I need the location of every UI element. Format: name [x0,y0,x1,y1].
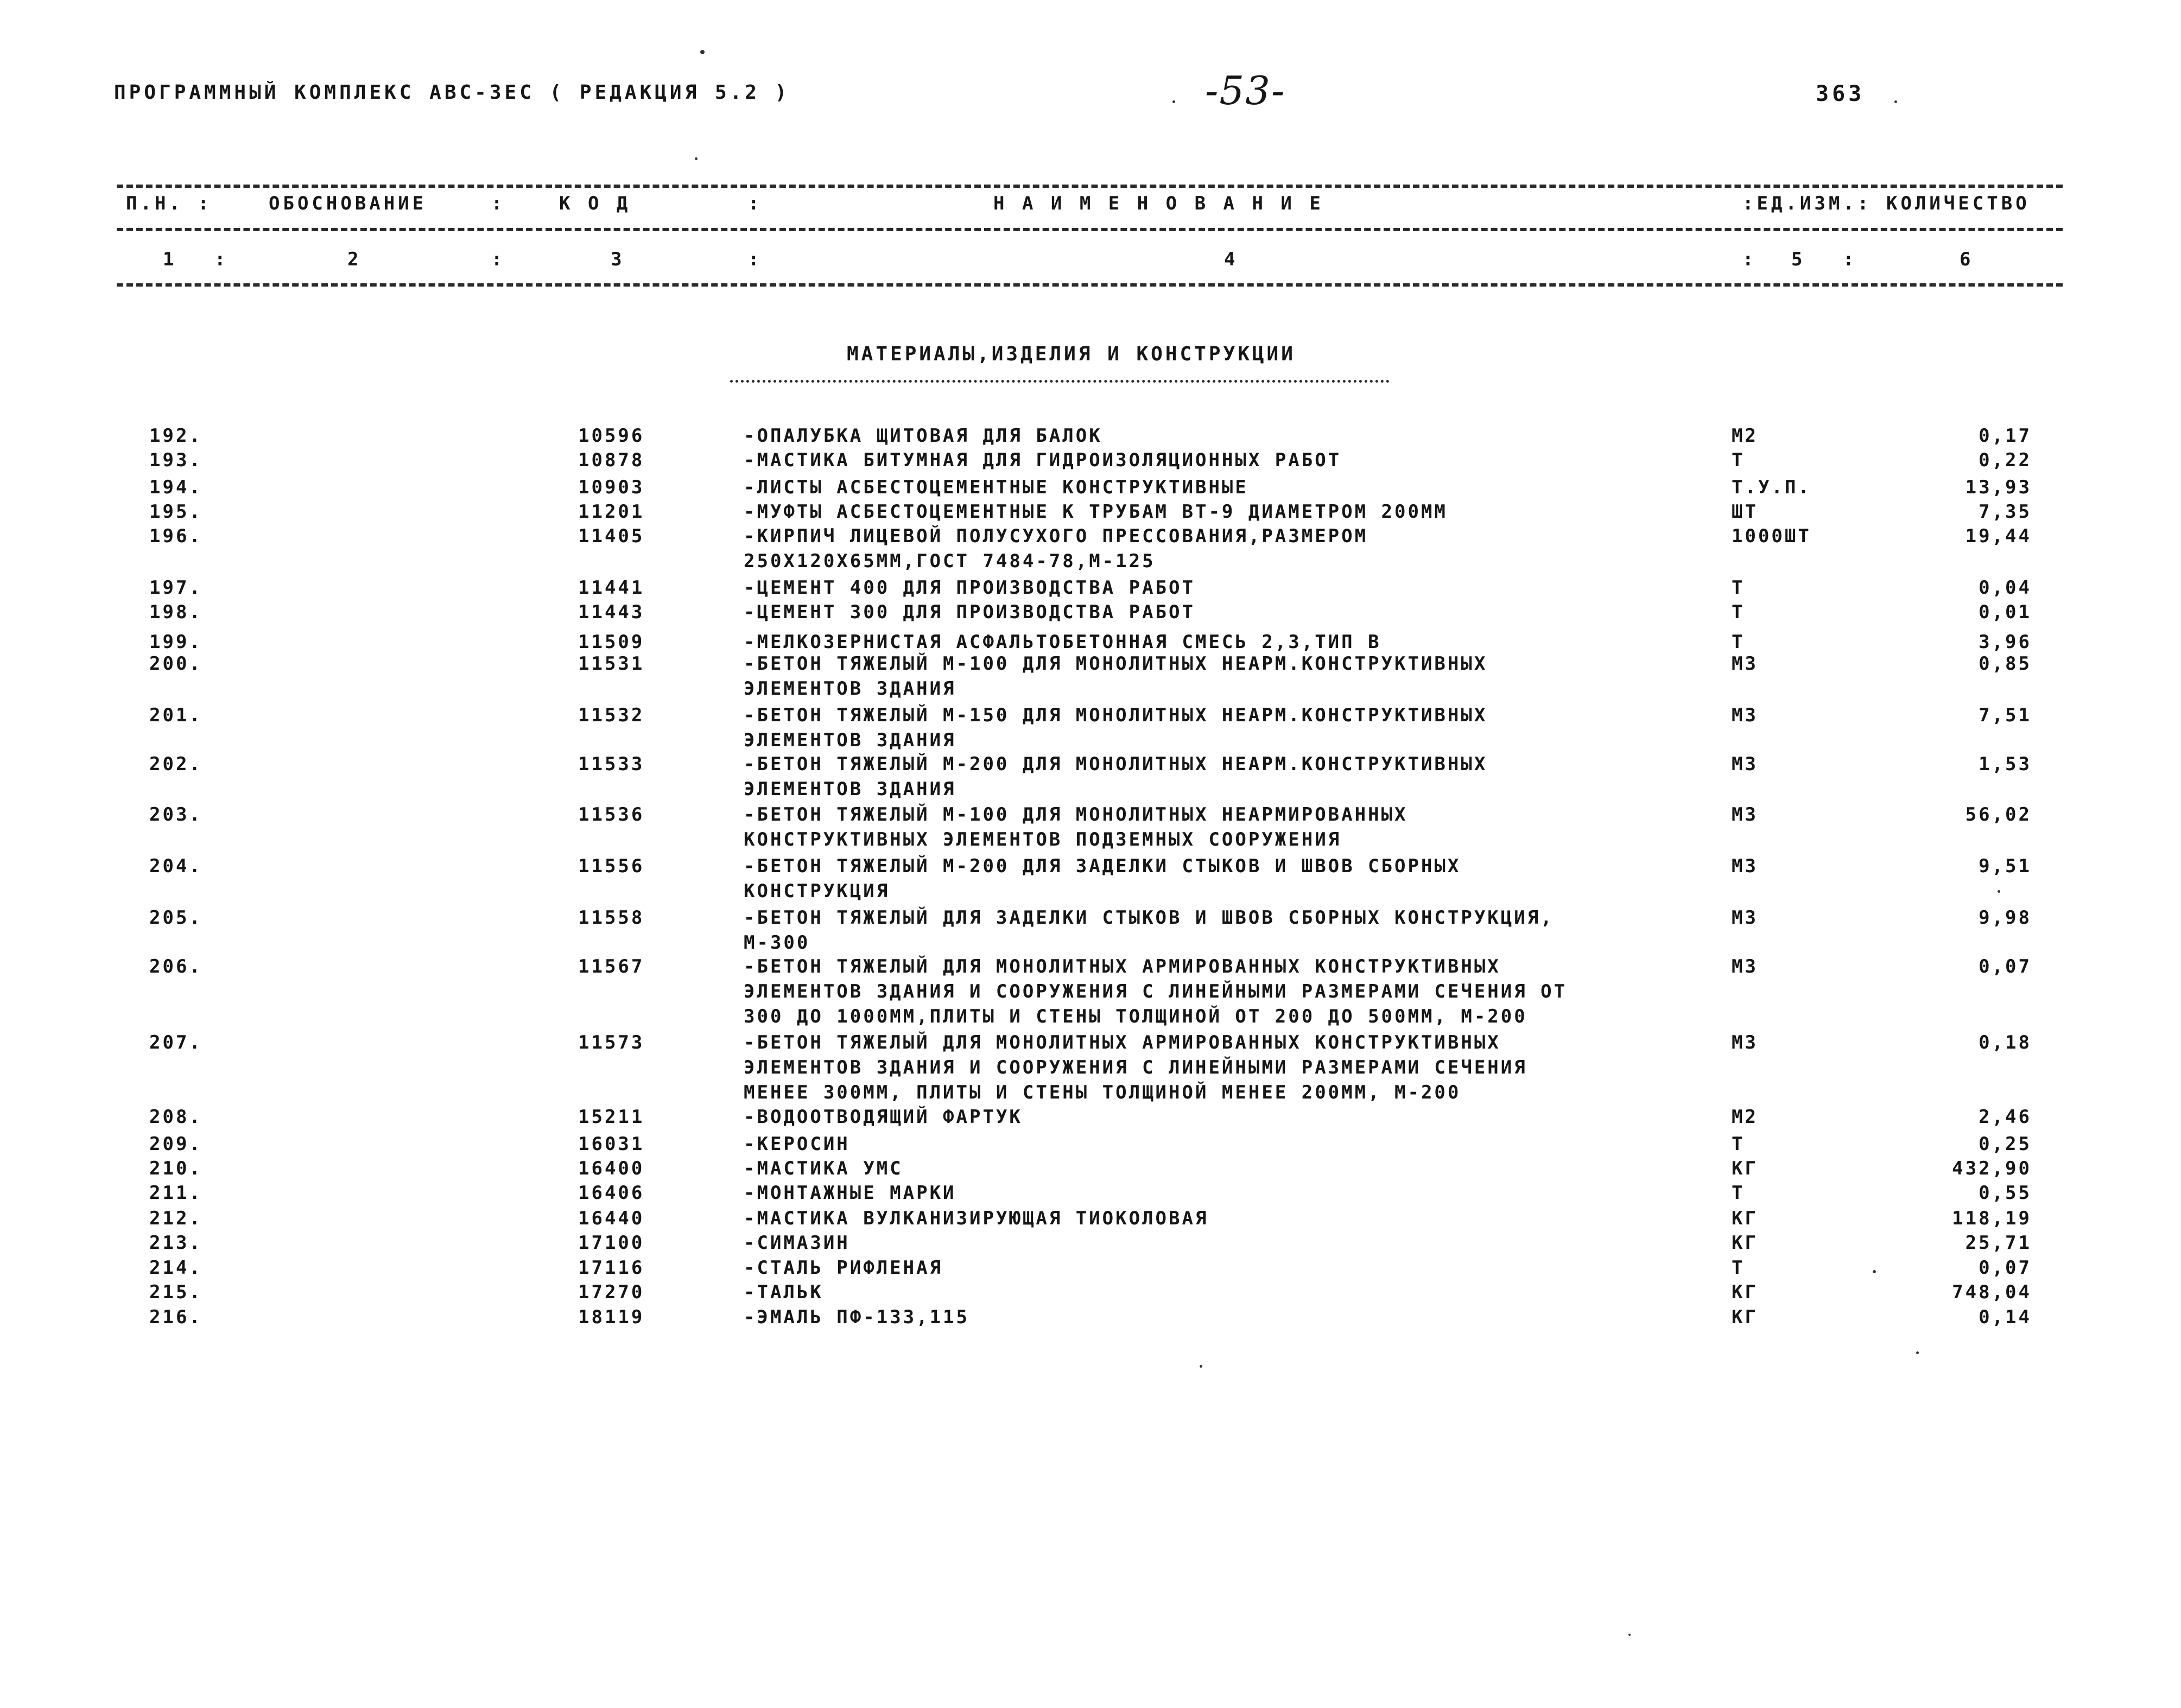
row-number: 215. [149,1281,202,1303]
row-number: 199. [149,631,202,653]
row-unit: М3 [1732,956,1758,977]
row-unit: 1000ШТ [1732,525,1811,547]
row-name: -МУФТЫ АСБЕСТОЦЕМЕНТНЫЕ К ТРУБАМ ВТ-9 ДИАМЕТРОМ 200ММ [744,501,1448,523]
row-unit: КГ [1732,1306,1758,1328]
row-name: -МАСТИКА ВУЛКАНИЗИРУЮЩАЯ ТИОКОЛОВАЯ [744,1208,1209,1229]
row-unit: Т.У.П. [1732,477,1811,498]
row-name: -МАСТИКА УМС [744,1158,903,1179]
col-num-6: 6 [1960,249,1974,270]
row-unit: М3 [1732,855,1758,877]
row-unit: Т [1732,631,1745,653]
row-unit: М3 [1732,753,1758,775]
row-number: 197. [149,577,202,599]
scan-speck [1873,1270,1876,1273]
row-code: 10878 [578,449,645,471]
row-number: 214. [149,1257,202,1279]
row-number: 210. [149,1158,202,1179]
program-header: ПРОГРАММНЫЙ КОМПЛЕКС АВС-3ЕС ( РЕДАКЦИЯ 5.2 ) [114,81,790,104]
row-code: 16400 [578,1158,645,1179]
row-number: 216. [149,1306,202,1328]
row-name: -ЦЕМЕНТ 300 ДЛЯ ПРОИЗВОДСТВА РАБОТ [744,601,1195,623]
scan-speck [1200,1365,1202,1368]
sheet-number: 363 [1816,81,1865,106]
row-name: -ОПАЛУБКА ЩИТОВАЯ ДЛЯ БАЛОК [744,425,1102,447]
row-unit: Т [1732,601,1745,623]
row-number: 201. [149,704,202,726]
row-code: 11532 [578,704,645,726]
col-num-2: 2 [347,249,362,270]
row-number: 192. [149,425,202,447]
row-name: -ВОДООТВОДЯЩИЙ ФАРТУК [744,1106,1023,1128]
row-number: 196. [149,525,202,547]
row-unit: М3 [1732,653,1758,675]
row-quantity: 7,35 [1979,501,2032,523]
col-head-code: К О Д [559,193,631,214]
scan-speck [695,157,698,160]
row-name: -СТАЛЬ РИФЛЕНАЯ [744,1257,943,1279]
row-quantity: 0,01 [1979,601,2032,623]
row-quantity: 432,90 [1952,1158,2032,1179]
row-code: 16440 [578,1208,645,1229]
row-quantity: 0,18 [1979,1032,2032,1053]
row-name: -КЕРОСИН [744,1133,850,1155]
row-number: 195. [149,501,202,523]
row-quantity: 56,02 [1965,804,2032,826]
row-code: 17270 [578,1281,645,1303]
row-code: 17100 [578,1232,645,1254]
row-unit: М3 [1732,704,1758,726]
row-quantity: 9,51 [1979,855,2032,877]
row-code: 11509 [578,631,645,653]
row-name: -БЕТОН ТЯЖЕЛЫЙ М-200 ДЛЯ МОНОЛИТНЫХ НЕАРМ.КОНСТРУКТИВНЫХ ЭЛЕМЕНТОВ ЗДАНИЯ [744,753,1488,800]
table-numbers-rule [117,283,2063,287]
row-code: 11573 [578,1032,645,1053]
row-name: -КИРПИЧ ЛИЦЕВОЙ ПОЛУСУХОГО ПРЕССОВАНИЯ,РАЗМЕРОМ 250Х120Х65ММ,ГОСТ 7484-78,М-125 [744,525,1368,572]
row-quantity: 0,17 [1979,425,2032,447]
row-quantity: 0,07 [1979,1257,2032,1279]
row-unit: КГ [1732,1232,1758,1254]
row-unit: М2 [1732,1106,1758,1128]
table-top-rule [117,185,2063,188]
col-num-sep: : [491,249,506,270]
scan-speck [1894,100,1897,103]
row-name: -БЕТОН ТЯЖЕЛЫЙ М-100 ДЛЯ МОНОЛИТНЫХ НЕАРМ.КОНСТРУКТИВНЫХ ЭЛЕМЕНТОВ ЗДАНИЯ [744,653,1488,700]
col-num-5: 5 [1791,249,1806,270]
row-code: 10903 [578,477,645,498]
col-num-sep: : [1742,249,1757,270]
row-quantity: 0,25 [1979,1133,2032,1155]
col-head-sep: : [491,193,506,214]
row-quantity: 3,96 [1979,631,2032,653]
row-quantity: 0,14 [1979,1306,2032,1328]
section-title: МАТЕРИАЛЫ,ИЗДЕЛИЯ И КОНСТРУКЦИИ [847,343,1296,365]
row-name: -ЭМАЛЬ ПФ-133,115 [744,1306,969,1328]
row-name: -ЛИСТЫ АСБЕСТОЦЕМЕНТНЫЕ КОНСТРУКТИВНЫЕ [744,477,1248,498]
row-code: 16406 [578,1182,645,1204]
row-code: 11533 [578,753,645,775]
row-number: 202. [149,753,202,775]
col-num-sep: : [214,249,229,270]
row-code: 11567 [578,956,645,977]
row-number: 212. [149,1208,202,1229]
row-quantity: 7,51 [1979,704,2032,726]
row-name: -МАСТИКА БИТУМНАЯ ДЛЯ ГИДРОИЗОЛЯЦИОННЫХ РАБОТ [744,449,1342,471]
row-name: -ТАЛЬК [744,1281,823,1303]
row-number: 208. [149,1106,202,1128]
row-code: 17116 [578,1257,645,1279]
row-code: 18119 [578,1306,645,1328]
row-name: -БЕТОН ТЯЖЕЛЫЙ ДЛЯ МОНОЛИТНЫХ АРМИРОВАННЫХ КОНСТРУКТИВНЫХ ЭЛЕМЕНТОВ ЗДАНИЯ И СООРУЖЕНИЯ С ЛИНЕЙНЫМИ РАЗМЕРАМИ СЕЧЕНИЯ МЕНЕЕ 300ММ, ПЛИТЫ И СТЕНЫ ТОЛЩИНОЙ МЕНЕЕ 200ММ, М-200 [744,1032,1527,1103]
row-code: 11201 [578,501,645,523]
row-number: 203. [149,804,202,826]
row-name: -БЕТОН ТЯЖЕЛЫЙ ДЛЯ МОНОЛИТНЫХ АРМИРОВАННЫХ КОНСТРУКТИВНЫХ ЭЛЕМЕНТОВ ЗДАНИЯ И СООРУЖЕНИЯ С ЛИНЕЙНЫМИ РАЗМЕРАМИ СЕЧЕНИЯ ОТ 300 ДО 1000ММ,ПЛИТЫ И СТЕНЫ ТОЛЩИНОЙ ОТ 200 ДО 500ММ, М-200 [744,956,1568,1027]
row-unit: М3 [1732,907,1758,929]
row-unit: КГ [1732,1158,1758,1179]
col-head-sep: : [748,193,763,214]
row-number: 205. [149,907,202,929]
row-quantity: 0,04 [1979,577,2032,599]
col-num-1: 1 [163,249,177,270]
row-unit: Т [1732,449,1745,471]
row-code: 15211 [578,1106,645,1128]
col-head-basis: ОБОСНОВАНИЕ [269,193,427,214]
row-name: -СИМАЗИН [744,1232,850,1254]
row-quantity: 9,98 [1979,907,2032,929]
row-code: 16031 [578,1133,645,1155]
scan-speck [1628,1634,1631,1636]
row-number: 211. [149,1182,202,1204]
col-num-sep: : [1843,249,1857,270]
section-underline [730,380,1390,383]
col-num-4: 4 [1224,249,1239,270]
row-quantity: 2,46 [1979,1106,2032,1128]
row-number: 207. [149,1032,202,1053]
row-quantity: 13,93 [1965,477,2032,498]
row-unit: КГ [1732,1281,1758,1303]
scan-speck [1998,890,2000,893]
row-name: -БЕТОН ТЯЖЕЛЫЙ М-200 ДЛЯ ЗАДЕЛКИ СТЫКОВ И ШВОВ СБОРНЫХ КОНСТРУКЦИЯ [744,855,1461,902]
row-quantity: 0,22 [1979,449,2032,471]
col-head-pn: П.Н. : [126,193,212,214]
row-name: -МЕЛКОЗЕРНИСТАЯ АСФАЛЬТОБЕТОННАЯ СМЕСЬ 2,3,ТИП В [744,631,1381,653]
row-number: 193. [149,449,202,471]
row-unit: Т [1732,1133,1745,1155]
row-quantity: 1,53 [1979,753,2032,775]
row-name: -БЕТОН ТЯЖЕЛЫЙ М-100 ДЛЯ МОНОЛИТНЫХ НЕАРМИРОВАННЫХ КОНСТРУКТИВНЫХ ЭЛЕМЕНТОВ ПОДЗЕМНЫХ СООРУЖЕНИЯ [744,804,1408,850]
row-quantity: 748,04 [1952,1281,2032,1303]
row-unit: КГ [1732,1208,1758,1229]
row-quantity: 0,55 [1979,1182,2032,1204]
row-quantity: 19,44 [1965,525,2032,547]
scan-speck [1916,1351,1919,1354]
col-head-name: Н А И М Е Н О В А Н И Е [993,193,1324,214]
col-num-3: 3 [611,249,625,270]
row-code: 11443 [578,601,645,623]
scan-speck [700,50,705,54]
col-head-qty: КОЛИЧЕСТВО [1886,193,2030,214]
row-name: -МОНТАЖНЫЕ МАРКИ [744,1182,956,1204]
row-name: -БЕТОН ТЯЖЕЛЫЙ М-150 ДЛЯ МОНОЛИТНЫХ НЕАРМ.КОНСТРУКТИВНЫХ ЭЛЕМЕНТОВ ЗДАНИЯ [744,704,1488,751]
row-unit: Т [1732,1182,1745,1204]
row-quantity: 0,85 [1979,653,2032,675]
row-code: 11441 [578,577,645,599]
row-unit: Т [1732,1257,1745,1279]
page-number-handwritten: -53- [1205,68,1286,113]
row-unit: Т [1732,577,1745,599]
row-code: 11405 [578,525,645,547]
col-head-unit: :ЕД.ИЗМ.: [1742,193,1872,214]
row-code: 11556 [578,855,645,877]
row-number: 213. [149,1232,202,1254]
col-num-sep: : [748,249,763,270]
row-number: 194. [149,477,202,498]
row-code: 11531 [578,653,645,675]
row-number: 209. [149,1133,202,1155]
row-code: 10596 [578,425,645,447]
row-number: 198. [149,601,202,623]
row-name: -БЕТОН ТЯЖЕЛЫЙ ДЛЯ ЗАДЕЛКИ СТЫКОВ И ШВОВ СБОРНЫХ КОНСТРУКЦИЯ, М-300 [744,907,1554,954]
row-number: 200. [149,653,202,675]
row-quantity: 0,07 [1979,956,2032,977]
row-unit: М2 [1732,425,1758,447]
row-quantity: 118,19 [1952,1208,2032,1229]
row-unit: ШТ [1732,501,1758,523]
table-header-rule [117,228,2063,231]
row-unit: М3 [1732,1032,1758,1053]
row-code: 11558 [578,907,645,929]
row-number: 206. [149,956,202,977]
scan-speck [1172,100,1175,103]
row-unit: М3 [1732,804,1758,826]
row-code: 11536 [578,804,645,826]
row-name: -ЦЕМЕНТ 400 ДЛЯ ПРОИЗВОДСТВА РАБОТ [744,577,1195,599]
row-number: 204. [149,855,202,877]
row-quantity: 25,71 [1965,1232,2032,1254]
